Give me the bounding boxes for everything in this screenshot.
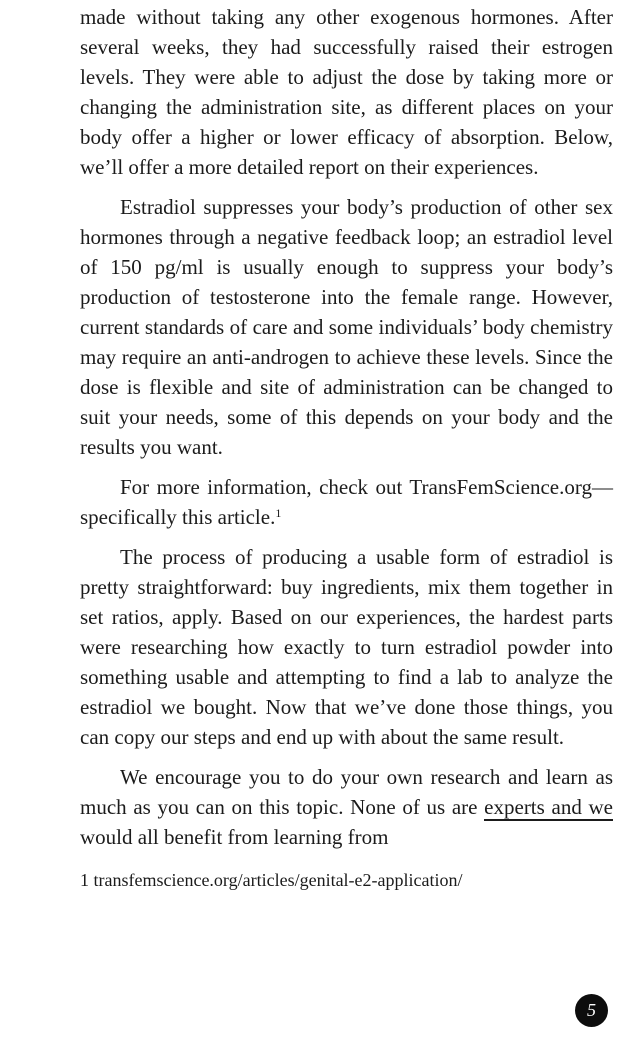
page-body-text <box>80 0 613 893</box>
paragraph-5-text-end: would all benefit from learning from <box>80 825 389 849</box>
footnote: 1 transfemscience.org/articles/genital-e2-application/ <box>80 870 463 890</box>
page-number: 5 <box>587 1000 596 1020</box>
paragraph-3-text-end: org—specifically this article. <box>80 475 613 529</box>
paragraph-2: Estradiol suppresses your body’s production of other sex hormones through a negative feedback loop; an estradiol level of 150 pg/ml is usually enough to suppress your body’s production of testosterone into the female range. However, current standards of care and some individuals’ body chemistry may require an anti-androgen to achieve these levels. Since the dose is flexible and site of administration can be changed to suit your needs, some of this depends on your body and the results you want. <box>80 195 613 459</box>
paragraph-3-text-start: For more information, check out TransFemScience. <box>120 475 565 499</box>
paragraph-3 <box>80 472 613 532</box>
paragraph-5-underlined-text: experts and we <box>484 795 613 819</box>
paragraph-5-text-start: We encourage you to do your own research and learn as much as you can on this topic. None of us are <box>80 765 613 819</box>
paragraph-1: made without taking any other exogenous hormones. After several weeks, they had successfully raised their estrogen levels. They were able to adjust the dose by taking more or changing the administration site, as different places on your body offer a higher or lower efficacy of absorption. Below, we’ll offer a more detailed report on their experiences. <box>80 5 613 179</box>
paragraph-5 <box>80 762 613 852</box>
page-number-badge <box>575 994 608 1027</box>
footnote-reference-marker: 1 <box>275 506 282 520</box>
paragraph-4: The process of producing a usable form of estradiol is pretty straightforward: buy ingredients, mix them together in set ratios, apply. Based on our experiences, the hardest parts were researching how exactly to turn estradiol powder into something usable and attempting to find a lab to analyze the estradiol we bought. Now that we’ve done those things, you can copy our steps and end up with about the same result. <box>80 545 613 749</box>
